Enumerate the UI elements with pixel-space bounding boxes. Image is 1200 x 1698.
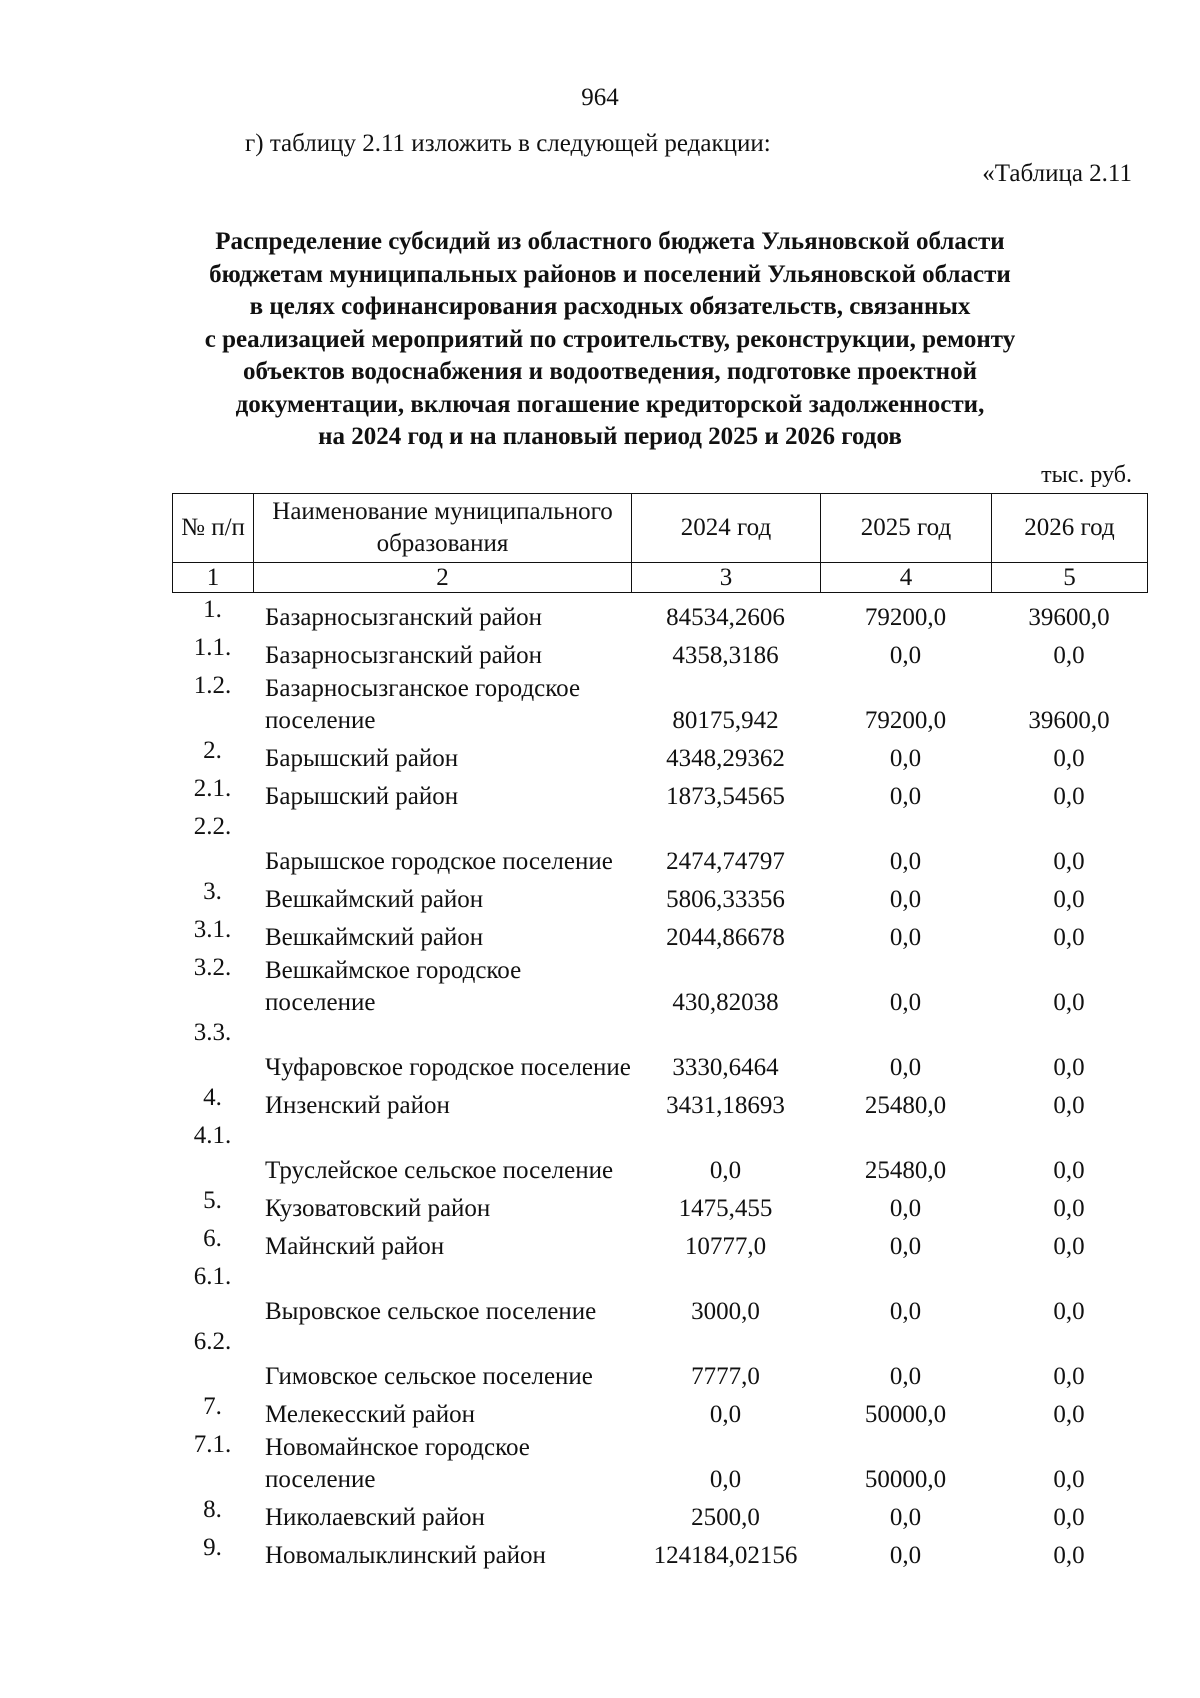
- value-2026: 39600,0: [1028, 707, 1110, 734]
- table-row: [172, 737, 1147, 775]
- column-number: 1: [173, 563, 254, 593]
- row-name: Вешкаймский район: [265, 886, 484, 913]
- value-2024: 80175,942: [672, 707, 779, 734]
- row-number: 2.2.: [193, 813, 232, 840]
- row-name: Выровское сельское поселение: [265, 1298, 597, 1325]
- value-2026: 0,0: [1053, 642, 1085, 669]
- row-name: Барышское городское поселение: [265, 848, 613, 875]
- value-2026: 0,0: [1053, 924, 1085, 951]
- column-header-number: № п/п: [173, 494, 254, 563]
- table-row: [172, 813, 1147, 878]
- table-row: [172, 1393, 1147, 1431]
- value-2024: 3330,6464: [672, 1054, 779, 1081]
- value-2024: 2500,0: [691, 1504, 760, 1531]
- value-2024: 4358,3186: [672, 642, 779, 669]
- row-number: 3.: [203, 878, 222, 905]
- value-2024: 430,82038: [672, 989, 779, 1016]
- row-name: Мелекесский район: [265, 1401, 476, 1428]
- title-line: в целях софинансирования расходных обязательств, связанных: [249, 293, 971, 320]
- table-row: [172, 916, 1147, 954]
- value-2025: 0,0: [889, 783, 922, 810]
- table-row: [172, 1019, 1147, 1084]
- row-name: Чуфаровское городское поселение: [265, 1054, 631, 1081]
- row-name: Базарносызганский район: [265, 604, 543, 631]
- units-label: тыс. руб.: [1041, 462, 1132, 488]
- row-name: Базарносызганское городское поселение: [265, 675, 581, 734]
- column-header-2024: 2024 год: [632, 494, 821, 563]
- row-name: Базарносызганский район: [265, 642, 543, 669]
- table-row: [172, 1187, 1147, 1225]
- value-2025: 50000,0: [864, 1401, 947, 1428]
- value-2026: 0,0: [1053, 1298, 1085, 1325]
- value-2026: 0,0: [1053, 745, 1085, 772]
- column-number: 2: [254, 563, 632, 593]
- row-number: 8.: [203, 1496, 222, 1523]
- table-row: [172, 596, 1147, 634]
- title-line: объектов водоснабжения и водоотведения, подготовке проектной: [243, 358, 977, 385]
- value-2024: 84534,2606: [666, 604, 785, 631]
- value-2025: 0,0: [889, 1195, 922, 1222]
- value-2026: 0,0: [1053, 1195, 1085, 1222]
- row-name: Вешкаймский район: [265, 924, 484, 951]
- row-number: 2.1.: [193, 775, 232, 802]
- value-2024: 2044,86678: [666, 924, 785, 951]
- table-row: [172, 1225, 1147, 1263]
- table-row: [172, 634, 1147, 672]
- table-body: [172, 596, 1147, 1572]
- value-2024: 0,0: [709, 1401, 742, 1428]
- column-header-2026: 2026 год: [992, 494, 1148, 563]
- value-2026: 0,0: [1053, 989, 1085, 1016]
- value-2024: 5806,33356: [666, 886, 785, 913]
- value-2026: 0,0: [1053, 1401, 1085, 1428]
- value-2025: 0,0: [889, 848, 922, 875]
- value-2025: 0,0: [889, 745, 922, 772]
- row-number: 3.2.: [193, 954, 232, 981]
- value-2024: 10777,0: [684, 1233, 767, 1260]
- table-row: [172, 878, 1147, 916]
- table-header: [172, 493, 1148, 593]
- value-2024: 3000,0: [691, 1298, 760, 1325]
- value-2025: 0,0: [889, 989, 922, 1016]
- table-row: [172, 1122, 1147, 1187]
- value-2025: 25480,0: [864, 1092, 947, 1119]
- value-2025: 0,0: [889, 924, 922, 951]
- value-2024: 2474,74797: [666, 848, 785, 875]
- row-name: Вешкаймское городское поселение: [265, 957, 522, 1016]
- value-2025: 0,0: [889, 886, 922, 913]
- intro-text: г) таблицу 2.11 изложить в следующей редакции:: [245, 130, 771, 157]
- row-number: 7.1.: [193, 1431, 232, 1458]
- row-name: Новомалыклинский район: [265, 1542, 546, 1569]
- table-row: [172, 1431, 1147, 1496]
- row-number: 6.1.: [193, 1263, 232, 1290]
- value-2026: 0,0: [1053, 1363, 1085, 1390]
- column-number: 4: [821, 563, 992, 593]
- title-line: Распределение субсидий из областного бюджета Ульяновской области: [215, 228, 1005, 255]
- value-2025: 0,0: [889, 1542, 922, 1569]
- row-number: 1.1.: [193, 634, 232, 661]
- row-name: Гимовское сельское поселение: [265, 1363, 593, 1390]
- table-label: «Таблица 2.11: [982, 160, 1132, 187]
- row-number: 4.1.: [193, 1122, 232, 1149]
- row-name: Новомайнское городское поселение: [265, 1434, 530, 1493]
- value-2025: 79200,0: [864, 707, 947, 734]
- table-row: [172, 1496, 1147, 1534]
- title-line: документации, включая погашение кредиторской задолженности,: [235, 390, 985, 418]
- title-line: с реализацией мероприятий по строительству, реконструкции, ремонту: [204, 325, 1016, 353]
- value-2026: 39600,0: [1028, 604, 1110, 631]
- row-number: 6.2.: [193, 1328, 232, 1355]
- row-number: 1.: [203, 596, 222, 623]
- document-title: [170, 226, 1050, 454]
- value-2026: 0,0: [1053, 1233, 1085, 1260]
- value-2024: 7777,0: [691, 1363, 760, 1390]
- value-2026: 0,0: [1053, 1466, 1085, 1493]
- row-number: 4.: [203, 1084, 222, 1111]
- value-2025: 0,0: [889, 642, 922, 669]
- value-2024: 4348,29362: [666, 745, 785, 772]
- row-number: 5.: [203, 1187, 222, 1214]
- row-number: 1.2.: [193, 672, 232, 699]
- table-row: [172, 1263, 1147, 1328]
- value-2025: 25480,0: [864, 1157, 947, 1184]
- value-2025: 0,0: [889, 1298, 922, 1325]
- value-2024: 1475,455: [678, 1195, 773, 1222]
- value-2025: 0,0: [889, 1233, 922, 1260]
- value-2024: 0,0: [709, 1157, 742, 1184]
- value-2026: 0,0: [1053, 1054, 1085, 1081]
- value-2025: 0,0: [889, 1504, 922, 1531]
- row-number: 2.: [203, 737, 222, 764]
- value-2024: 0,0: [709, 1466, 742, 1493]
- value-2026: 0,0: [1053, 886, 1085, 913]
- value-2026: 0,0: [1053, 1092, 1085, 1119]
- column-number: 5: [992, 563, 1148, 593]
- value-2025: 0,0: [889, 1054, 922, 1081]
- row-name: Николаевский район: [265, 1504, 485, 1531]
- value-2026: 0,0: [1053, 1504, 1085, 1531]
- value-2026: 0,0: [1053, 1542, 1085, 1569]
- column-number: 3: [632, 563, 821, 593]
- row-name: Труслейское сельское поселение: [265, 1157, 614, 1184]
- table-row: [172, 1534, 1147, 1572]
- table-row: [172, 1328, 1147, 1393]
- value-2024: 1873,54565: [666, 783, 785, 810]
- value-2026: 0,0: [1053, 1157, 1085, 1184]
- table-row: [172, 775, 1147, 813]
- table-row: [172, 954, 1147, 1019]
- row-name: Майнский район: [265, 1233, 445, 1260]
- column-header-name: Наименование муниципального образования: [254, 494, 632, 563]
- table-row: [172, 1084, 1147, 1122]
- value-2025: 79200,0: [864, 604, 947, 631]
- value-2025: 50000,0: [864, 1466, 947, 1493]
- title-line: бюджетам муниципальных районов и поселений Ульяновской области: [209, 260, 1011, 288]
- row-number: 7.: [203, 1393, 222, 1420]
- row-name: Инзенский район: [265, 1092, 450, 1119]
- column-header-2025: 2025 год: [821, 494, 992, 563]
- value-2026: 0,0: [1053, 848, 1085, 875]
- row-name: Кузоватовский район: [265, 1195, 491, 1222]
- row-number: 3.1.: [193, 916, 232, 943]
- table-row: [172, 672, 1147, 737]
- title-line: на 2024 год и на плановый период 2025 и 2026 годов: [318, 423, 902, 450]
- value-2025: 0,0: [889, 1363, 922, 1390]
- row-number: 9.: [203, 1534, 222, 1561]
- row-number: 6.: [203, 1225, 222, 1252]
- value-2026: 0,0: [1053, 783, 1085, 810]
- row-number: 3.3.: [193, 1019, 232, 1046]
- page-number: 964: [581, 84, 619, 111]
- value-2024: 3431,18693: [666, 1092, 785, 1119]
- row-name: Барышский район: [265, 745, 459, 772]
- row-name: Барышский район: [265, 783, 459, 810]
- value-2024: 124184,02156: [653, 1542, 798, 1569]
